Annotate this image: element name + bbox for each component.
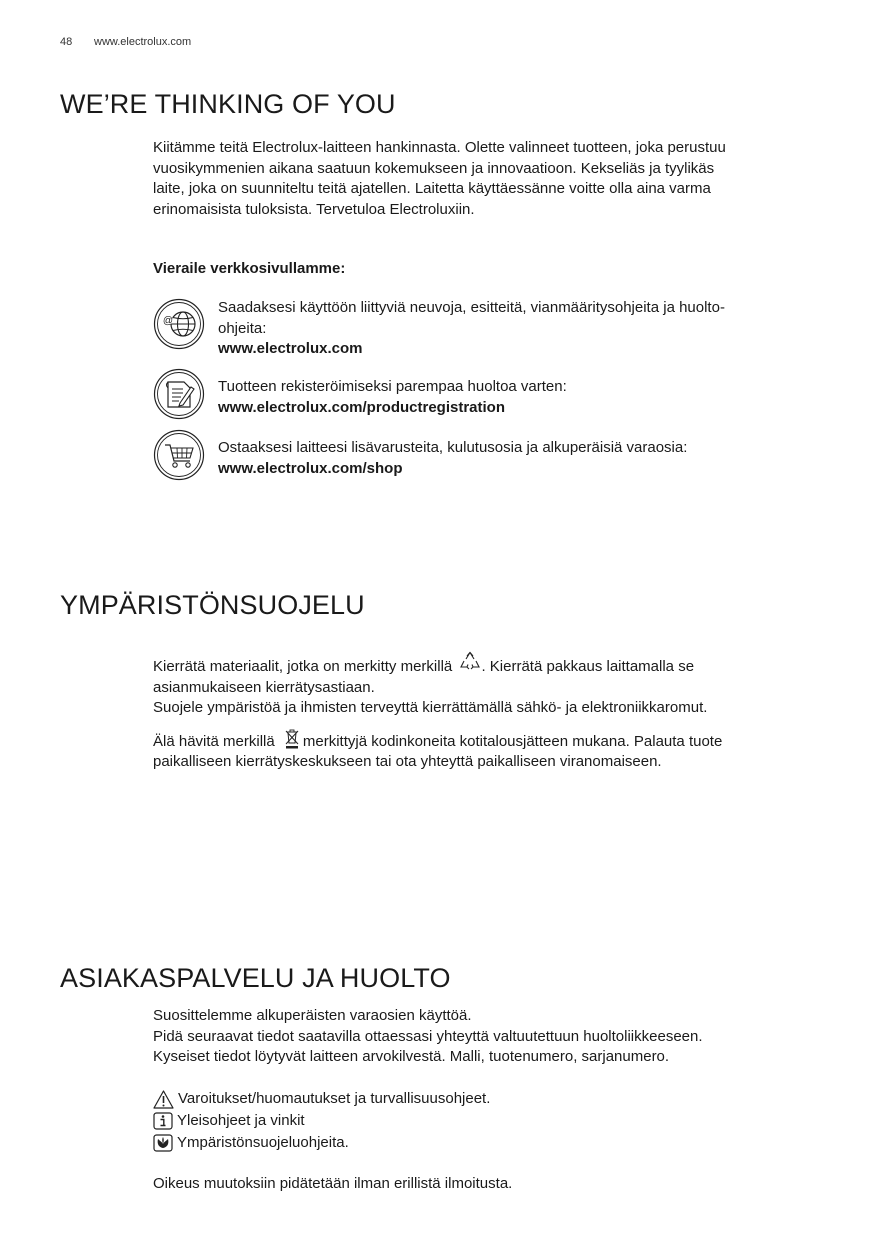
env-text: Älä hävitä merkillä xyxy=(153,732,275,750)
link-row-shop xyxy=(153,429,803,483)
recycle-icon xyxy=(459,651,481,673)
symbol-text-info: Yleisohjeet ja vinkit xyxy=(177,1112,305,1129)
section-title-service: ASIAKASPALVELU JA HUOLTO xyxy=(60,963,451,993)
link-row-support xyxy=(153,298,803,358)
info-icon xyxy=(153,1112,173,1130)
intro-line: erinomaisista tuloksista. Tervetuloa Electroluxiin. xyxy=(153,200,475,218)
link-row-registration xyxy=(153,368,803,422)
intro-line: laite, joka on suunniteltu teitä ajatellen. Laitetta käyttäessänne voitte olla aina varma xyxy=(153,180,711,197)
env-line-2: asianmukaiseen kierrätysastiaan. xyxy=(153,678,375,696)
page-number: 48 xyxy=(60,36,73,48)
intro-paragraph xyxy=(153,138,803,220)
symbol-row-info xyxy=(153,1111,305,1131)
service-paragraph xyxy=(153,1006,803,1068)
link-desc-line: Tuotteen rekisteröimiseksi parempaa huoltoa varten: xyxy=(218,378,567,395)
env-text: Kierrätä materiaalit, jotka on merkitty merkillä xyxy=(153,658,453,675)
environment-paragraph xyxy=(153,651,803,773)
link-url-shop[interactable]: www.electrolux.com/shop xyxy=(218,459,403,477)
symbol-text-warning: Varoitukset/huomautukset ja turvallisuusohjeet. xyxy=(178,1090,491,1107)
intro-line: Kiitämme teitä Electrolux-laitteen hankinnasta. Olette valinneet tuotteen, joka perustuu xyxy=(153,139,726,156)
link-text-support xyxy=(218,298,798,360)
weee-bin-icon xyxy=(284,729,300,749)
symbol-row-environment xyxy=(153,1133,349,1153)
environment-icon xyxy=(153,1134,173,1152)
section-title-thinking: WE’RE THINKING OF YOU xyxy=(60,89,396,119)
env-text: merkittyjä kodinkoneita kotitalousjätteen mukana. Palauta tuote xyxy=(302,732,723,750)
link-url-support[interactable]: www.electrolux.com xyxy=(218,340,363,357)
link-text-shop xyxy=(218,438,798,479)
service-line: Pidä seuraavat tiedot saatavilla ottaessasi yhteyttä valtuutettuun huoltoliikkeeseen. xyxy=(153,1027,703,1045)
link-desc-line: ohjeita: xyxy=(218,319,267,337)
header-site: www.electrolux.com xyxy=(94,36,192,48)
link-desc-line: Saadaksesi käyttöön liittyviä neuvoja, esitteitä, vianmääritysohjeita ja huolto- xyxy=(218,299,725,316)
cart-icon xyxy=(153,429,205,481)
warning-icon xyxy=(153,1090,174,1109)
intro-line: vuosikymmenien aikana saatuun kokemukseen ja innovaatioon. Kekseliäs ja tyylikäs xyxy=(153,159,715,177)
service-line: Suosittelemme alkuperäisten varaosien käyttöä. xyxy=(153,1007,472,1024)
footer-note: Oikeus muutoksiin pidätetään ilman erillistä ilmoitusta. xyxy=(153,1175,513,1192)
section-title-environment: YMPÄRISTÖNSUOJELU xyxy=(60,590,365,620)
link-url-registration[interactable]: www.electrolux.com/productregistration xyxy=(218,398,505,416)
env-line-1 xyxy=(153,651,803,678)
env-text: . Kierrätä pakkaus laittamalla se xyxy=(481,658,695,675)
svg-text:@: @ xyxy=(162,315,174,327)
visit-label: Vieraile verkkosivullamme: xyxy=(153,260,346,277)
env-line-3: Suojele ympäristöä ja ihmisten terveyttä kierrättämällä sähkö- ja elektroniikkaromut. xyxy=(153,699,708,716)
link-desc-line: Ostaaksesi laitteesi lisävarusteita, kulutusosia ja alkuperäisiä varaosia: xyxy=(218,439,688,456)
symbol-row-warning xyxy=(153,1089,490,1109)
env-line-5: paikalliseen kierrätyskeskukseen tai ota yhteyttä paikalliseen viranomaiseen. xyxy=(153,753,662,770)
link-text-registration xyxy=(218,377,798,418)
env-line-4 xyxy=(153,729,803,753)
symbol-text-environment: Ympäristönsuojeluohjeita. xyxy=(177,1134,349,1151)
globe-icon xyxy=(153,298,205,350)
service-line: Kyseiset tiedot löytyvät laitteen arvokilvestä. Malli, tuotenumero, sarjanumero. xyxy=(153,1048,670,1065)
registration-icon xyxy=(153,368,205,420)
